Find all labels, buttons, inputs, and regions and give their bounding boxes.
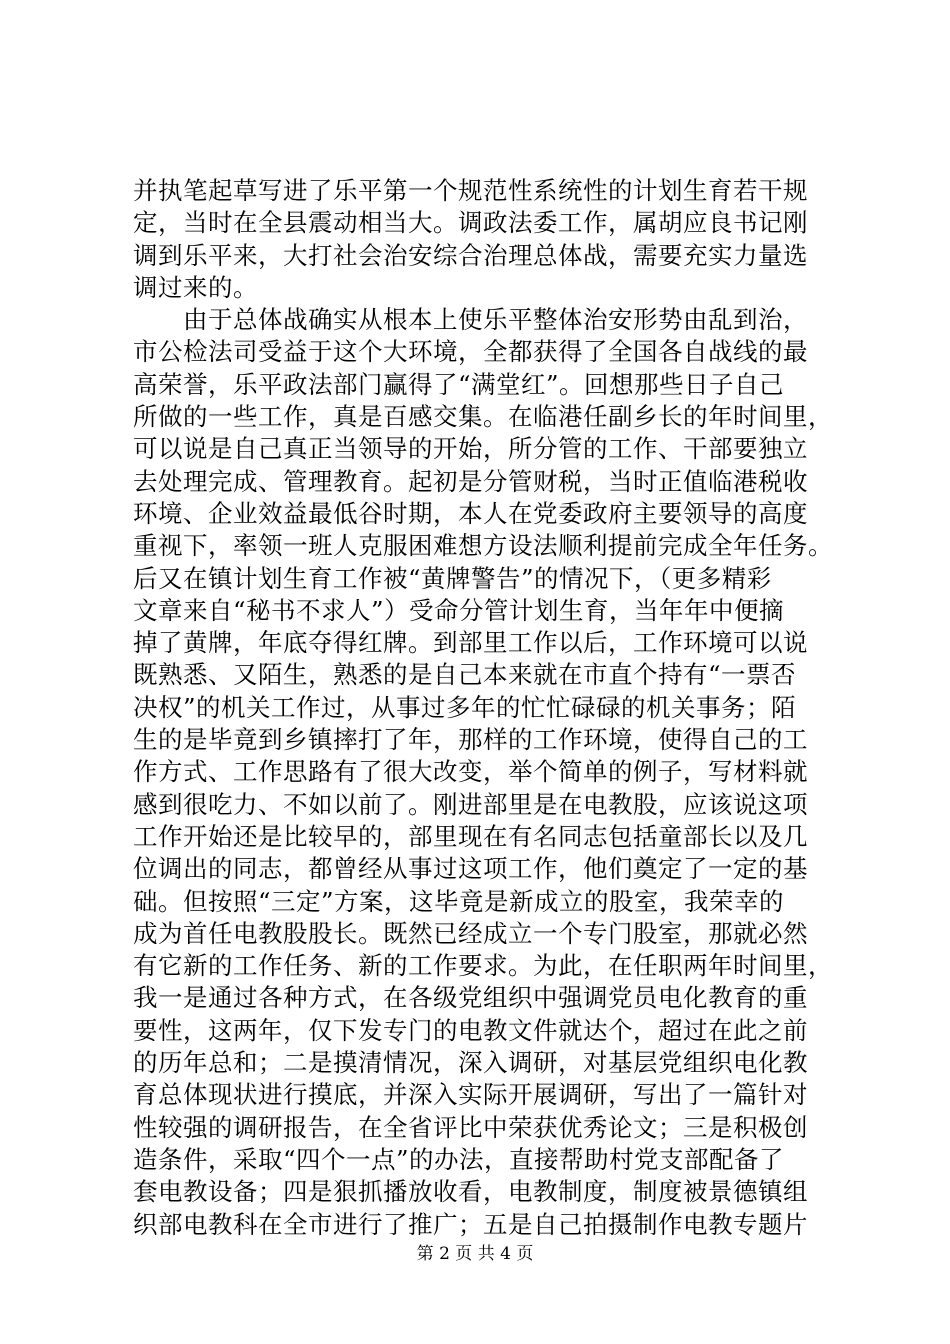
text-line: 调过来的。 <box>133 272 258 302</box>
text-line: 的历年总和；二是摸清情况，深入调研，对基层党组织电化教 <box>133 1048 808 1078</box>
text-line: 后又在镇计划生育工作被“黄牌警告”的情况下，（更多精彩 <box>133 563 772 593</box>
text-line: 调到乐平来，大打社会治安综合治理总体战，需要充实力量选 <box>133 240 808 270</box>
text-line: 定，当时在全县震动相当大。调政法委工作，属胡应良书记刚 <box>133 208 808 238</box>
text-line: 性较强的调研报告，在全省评比中荣获优秀论文；三是积极创 <box>133 1112 808 1142</box>
text-line: 有它新的工作任务、新的工作要求。为此，在任职两年时间里， <box>133 951 833 981</box>
text-line: 环境、企业效益最低谷时期，本人在党委政府主要领导的高度 <box>133 498 808 528</box>
text-line: 去处理完成、管理教育。起初是分管财税，当时正值临港税收 <box>133 466 808 496</box>
text-line: 育总体现状进行摸底，并深入实际开展调研，写出了一篇针对 <box>133 1080 808 1110</box>
text-line: 文章来自“秘书不求人”）受命分管计划生育，当年年中便摘 <box>133 595 785 625</box>
text-line: 所做的一些工作，真是百感交集。在临港任副乡长的年时间里， <box>133 402 833 432</box>
body-text <box>133 175 833 1241</box>
text-line: 决权”的机关工作过，从事过多年的忙忙碌碌的机关事务；陌 <box>133 692 797 722</box>
text-line: 既熟悉、又陌生，熟悉的是自己本来就在市直个持有“一票否 <box>133 660 797 690</box>
text-line: 位调出的同志，都曾经从事过这项工作，他们奠定了一定的基 <box>133 854 808 884</box>
text-line: 市公检法司受益于这个大环境，全都获得了全国各自战线的最 <box>133 337 808 367</box>
text-line: 成为首任电教股股长。既然已经成立一个专门股室，那就必然 <box>133 918 808 948</box>
text-line: 由于总体战确实从根本上使乐平整体治安形势由乱到治， <box>133 305 808 335</box>
text-line: 生的是毕竟到乡镇摔打了年，那样的工作环境，使得自己的工 <box>133 725 808 755</box>
text-line: 要性，这两年，仅下发专门的电教文件就达个，超过在此之前 <box>133 1015 808 1045</box>
text-line: 础。但按照“三定”方案，这毕竟是新成立的股室，我荣幸的 <box>133 886 785 916</box>
text-line: 织部电教科在全市进行了推广；五是自己拍摄制作电教专题片 <box>133 1209 808 1239</box>
text-line: 重视下，率领一班人克服困难想方设法顺利提前完成全年任务。 <box>133 531 833 561</box>
text-line: 感到很吃力、不如以前了。刚进部里是在电教股，应该说这项 <box>133 789 808 819</box>
text-line: 造条件，采取“四个一点”的办法，直接帮助村党支部配备了 <box>133 1144 785 1174</box>
text-line: 高荣誉，乐平政法部门赢得了“满堂红”。回想那些日子自己 <box>133 369 785 399</box>
text-line: 掉了黄牌，年底夺得红牌。到部里工作以后，工作环境可以说 <box>133 628 808 658</box>
text-line: 可以说是自己真正当领导的开始，所分管的工作、干部要独立 <box>133 434 808 464</box>
text-line: 作方式、工作思路有了很大改变，举个简单的例子，写材料就 <box>133 757 808 787</box>
text-line: 套电教设备；四是狠抓播放收看，电教制度，制度被景德镇组 <box>133 1177 808 1207</box>
page-footer: 第 2 页 共 4 页 <box>416 1244 534 1264</box>
text-line: 工作开始还是比较早的，部里现在有名同志包括童部长以及几 <box>133 821 808 851</box>
text-line: 我一是通过各种方式，在各级党组织中强调党员电化教育的重 <box>133 983 808 1013</box>
text-line: 并执笔起草写进了乐平第一个规范性系统性的计划生育若干规 <box>133 176 808 205</box>
